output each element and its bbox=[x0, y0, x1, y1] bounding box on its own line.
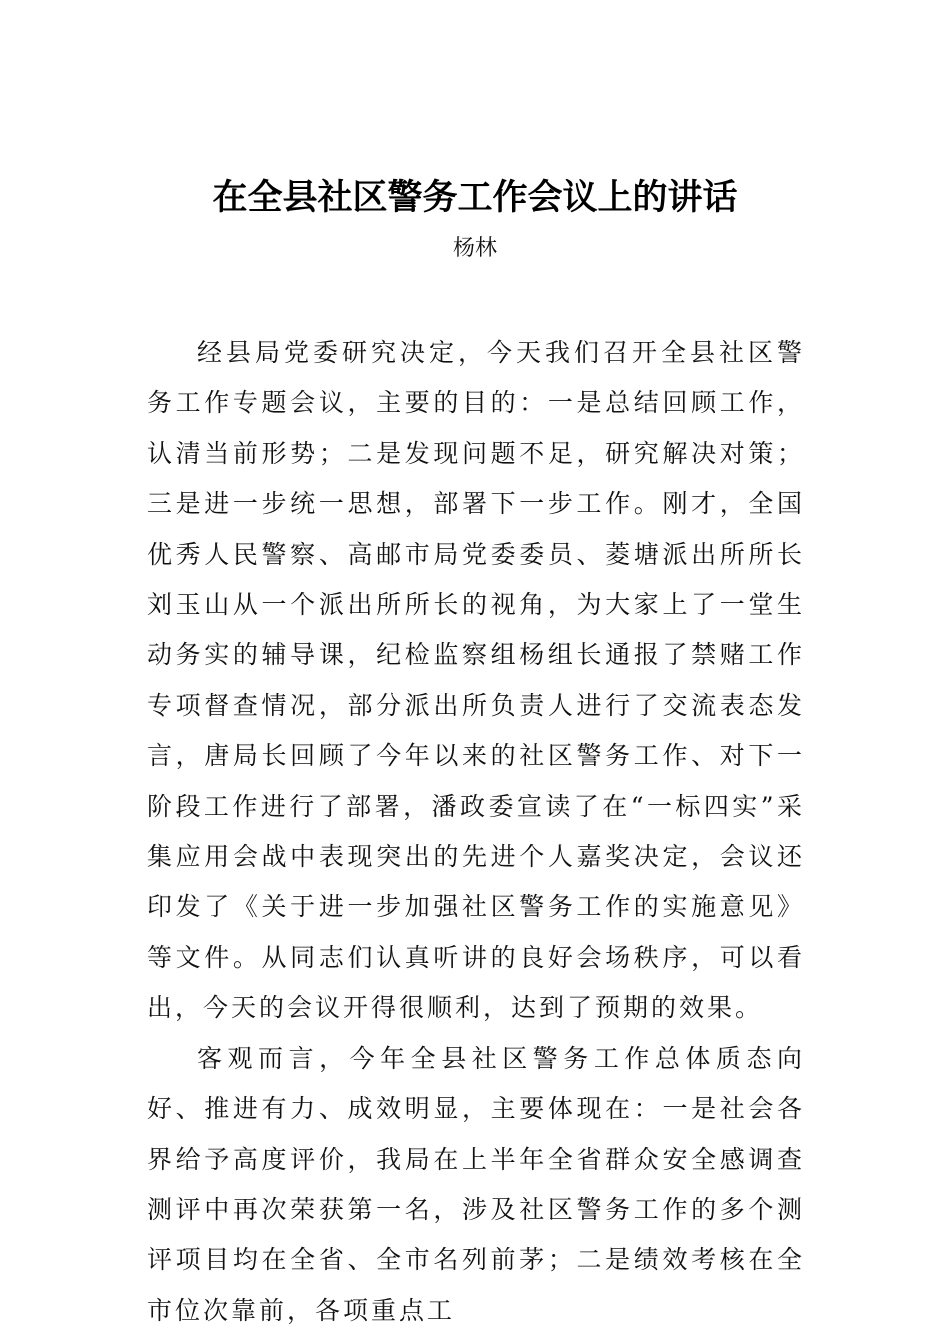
document-author: 杨林 bbox=[452, 236, 497, 261]
document-title: 在全县社区警务工作会议上的讲话 bbox=[212, 177, 738, 218]
paragraph: 经县局党委研究决定，今天我们召开全县社区警务工作专题会议，主要的目的：一是总结回顾工作，认清当前形势；二是发现问题不足，研究解决对策；三是进一步统一思想，部署下一步工作。刚才，全国优秀人民警察、高邮市局党委委员、菱塘派出所所长刘玉山从一个派出所所长的视角，为大家上了一堂生动务实的辅导课，纪检监察组杨组长通报了禁赌工作专项督查情况，部分派出所负责人进行了交流表态发言，唐局长回顾了今年以来的社区警务工作、对下一阶段工作进行了部署，潘政委宣读了在“一标四实”采集应用会战中表现突出的先进个人嘉奖决定，会议还印发了《关于进一步加强社区警务工作的实施意见》等文件。从同志们认真听讲的良好会场秩序，可以看出，今天的会议开得很顺利，达到了预期的效果。 bbox=[147, 338, 805, 1023]
document-body bbox=[147, 328, 805, 1336]
paragraph: 客观而言，今年全县社区警务工作总体质态向好、推进有力、成效明显，主要体现在：一是社会各界给予高度评价，我局在上半年全省群众安全感调查测评中再次荣获第一名，涉及社区警务工作的多个测评项目均在全省、全市名列前茅；二是绩效考核在全市位次靠前，各项重点工 bbox=[147, 1043, 805, 1325]
